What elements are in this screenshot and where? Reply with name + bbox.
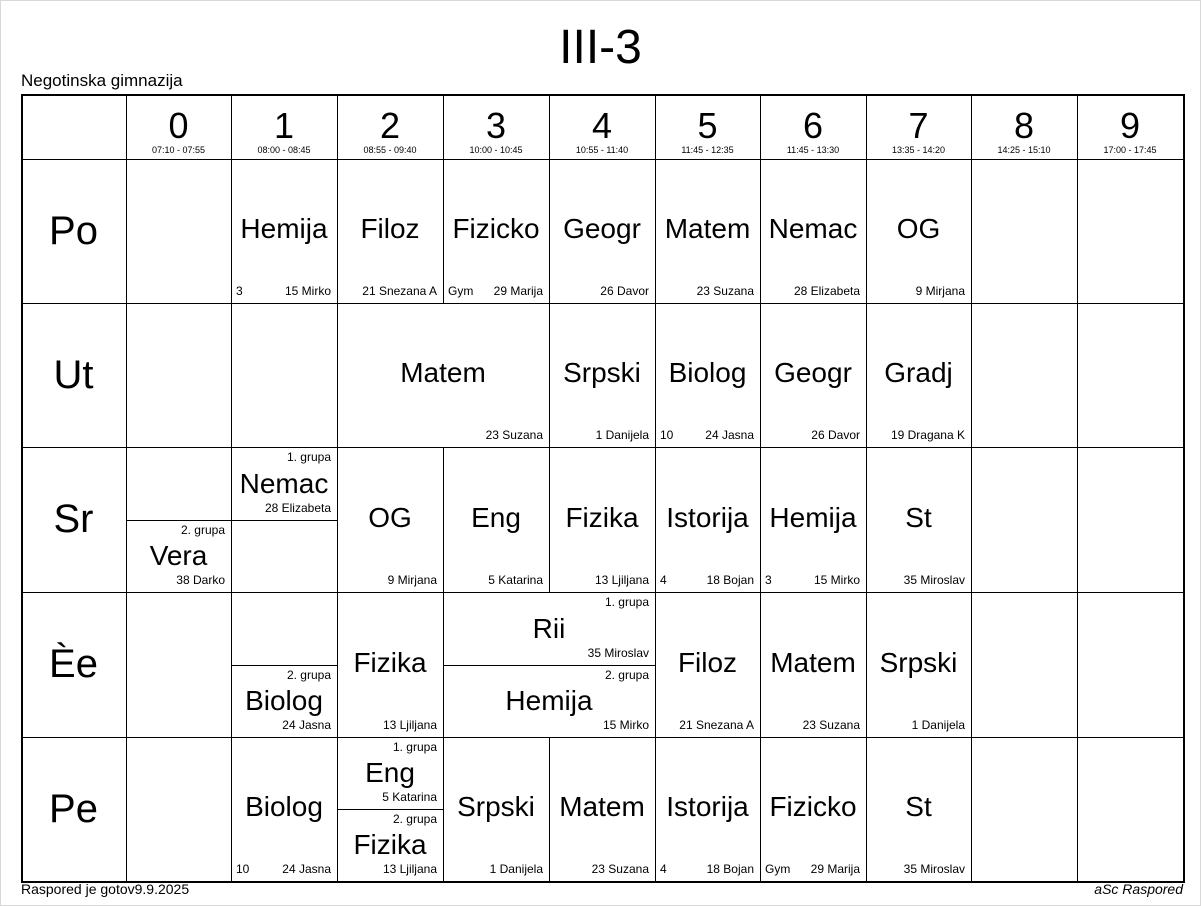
period-header-9 [1077,94,1183,159]
grid-divider-period [971,303,972,447]
lesson-subject: Filoz [677,646,738,678]
period-header-3 [443,94,549,159]
lesson-cell [866,737,971,881]
lesson-subject: Filoz [360,213,420,244]
lesson-room: 4 [660,573,667,587]
lesson-cell [655,592,760,737]
period-time: 10:55 - 11:40 [575,145,629,155]
lesson-subject: Matem [770,646,856,678]
lesson-teacher: 18 Bojan [706,862,754,876]
lesson-cell [231,159,337,303]
lesson-subject: Biolog [245,685,323,716]
lesson-subject: Hemija [240,213,328,244]
lesson-teacher: 35 Miroslav [587,646,649,660]
lesson-teacher: 23 Suzana [485,428,543,442]
lesson-group: 2. grupa [180,523,225,537]
lesson-cell [760,737,866,881]
lesson-teacher: 26 Davor [811,428,860,442]
lesson-subject: Srpski [457,791,535,822]
period-time: 07:10 - 07:55 [151,145,206,155]
lesson-subject: Nemac [768,213,858,244]
lesson-group: 1. grupa [604,595,649,609]
lesson-teacher: 21 Snezana A [362,284,437,298]
day-label: Sr [53,497,94,541]
period-header-2 [337,94,443,159]
lesson-teacher: 28 Elizabeta [264,501,331,515]
lesson-cell [337,303,549,447]
lesson-teacher: 19 Dragana K [890,428,965,442]
grid-border-bottom [21,881,1185,883]
period-number: 1 [273,105,295,146]
period-header-4 [549,94,655,159]
lesson-subject: Eng [365,757,415,788]
lesson-group: 2. grupa [604,668,649,682]
lesson-subject: Geogr [774,357,852,388]
lesson-cell [655,303,760,447]
period-number: 6 [802,105,824,146]
lesson-subject: Vera [149,540,208,571]
lesson-teacher: 15 Mirko [284,284,331,298]
lesson-subject: St [905,501,932,533]
lesson-room: 3 [236,284,243,298]
lesson-subject: Biolog [668,357,747,388]
lesson-cell [337,809,443,881]
lesson-cell [760,159,866,303]
grid-divider-period [1077,159,1078,303]
grid-divider-period [1077,592,1078,737]
day-label: Pe [49,786,98,831]
grid-divider-period [1077,303,1078,447]
lesson-room: 10 [660,428,674,442]
group-divider [231,520,337,521]
period-number: 5 [697,105,718,146]
lesson-teacher: 38 Darko [176,573,225,587]
lesson-cell [337,592,443,737]
lesson-teacher: 13 Ljiljana [382,862,437,876]
lesson-subject: Istorija [666,791,749,822]
lesson-subject: Geogr [563,213,641,244]
lesson-subject: OG [896,213,941,244]
lesson-cell [760,447,866,592]
grid-divider-period [1077,447,1078,592]
group-divider [126,520,231,521]
grid-border-right [1183,94,1185,883]
lesson-teacher: 26 Davor [600,284,649,298]
lesson-subject: Srpski [879,646,958,678]
period-header-0 [126,94,231,159]
grid-divider-period [971,592,972,737]
lesson-teacher: 15 Mirko [813,573,860,587]
lesson-teacher: 35 Miroslav [903,573,965,587]
lesson-cell [655,737,760,881]
period-time: 11:45 - 12:35 [681,145,734,155]
lesson-teacher: 28 Elizabeta [793,284,860,298]
lesson-subject: Srpski [563,357,641,388]
lesson-cell [443,159,549,303]
lesson-cell [443,447,549,592]
grid-divider-period [971,447,972,592]
lesson-subject: St [905,791,932,822]
grid-divider-period [971,159,972,303]
lesson-cell [760,303,866,447]
lesson-teacher: 23 Suzana [696,284,754,298]
lesson-teacher: 23 Suzana [802,718,860,732]
period-number: 9 [1119,105,1141,146]
lesson-teacher: 35 Miroslav [903,862,965,876]
period-time: 13:35 - 14:20 [891,145,946,155]
lesson-teacher: 1 Danijela [911,718,965,732]
lesson-cell [549,159,655,303]
lesson-subject: Fizika [353,646,427,678]
lesson-subject: Istorija [666,501,749,533]
footer-generated-date: Raspored je gotov9.9.2025 [21,881,190,897]
lesson-cell [655,447,760,592]
period-time: 10:00 - 10:45 [469,145,523,155]
group-divider [337,809,443,810]
grid-divider-period [971,737,972,881]
period-header-7 [866,94,971,159]
day-label: Po [49,208,98,253]
period-time: 08:55 - 09:40 [363,145,417,155]
period-number: 4 [591,105,613,146]
lesson-cell [866,592,971,737]
school-name: Negotinska gimnazija [21,71,183,90]
lesson-room: Gym [765,862,791,876]
lesson-subject: Matem [559,791,645,822]
period-time: 08:00 - 08:45 [257,145,311,155]
lesson-subject: Fizicko [769,791,857,822]
lesson-group: 2. grupa [392,812,437,826]
lesson-room: Gym [448,284,474,298]
footer-software: aSc Raspored [1094,881,1183,897]
period-number: 2 [379,105,401,146]
lesson-cell [866,447,971,592]
lesson-cell [866,159,971,303]
lesson-teacher: 13 Ljiljana [594,573,649,587]
lesson-teacher: 18 Bojan [706,573,754,587]
class-title: III-3 [559,21,642,74]
grid-divider-day-column [126,94,127,881]
lesson-cell [337,447,443,592]
lesson-cell [549,303,655,447]
period-time: 17:00 - 17:45 [1103,145,1157,155]
lesson-subject: Fizicko [452,213,540,244]
lesson-subject: Biolog [245,791,323,822]
lesson-cell [866,303,971,447]
grid-divider-period [1077,737,1078,881]
period-header-6 [760,94,866,159]
period-header-8 [971,94,1077,159]
period-time: 14:25 - 15:10 [997,145,1051,155]
lesson-teacher: 1 Danijela [489,862,543,876]
lesson-teacher: 24 Jasna [282,718,331,732]
period-number: 0 [168,105,189,146]
lesson-room: 4 [660,862,667,876]
lesson-cell [126,520,231,592]
lesson-teacher: 9 Mirjana [915,284,965,298]
lesson-subject: Hemija [769,501,857,533]
period-number: 3 [485,105,507,146]
lesson-cell [549,447,655,592]
lesson-teacher: 13 Ljiljana [382,718,437,732]
lesson-teacher: 29 Marija [493,284,543,298]
group-divider [231,665,337,666]
lesson-subject: Matem [664,213,751,244]
lesson-cell [443,737,549,881]
lesson-cell [760,592,866,737]
lesson-cell [231,665,337,737]
lesson-group: 1. grupa [392,740,437,754]
lesson-subject: OG [368,501,412,533]
lesson-group: 2. grupa [286,668,331,682]
lesson-subject: Hemija [505,685,593,716]
lesson-teacher: 21 Snezana A [679,718,754,732]
lesson-cell [549,737,655,881]
lesson-subject: Gradj [884,357,953,388]
lesson-teacher: 9 Mirjana [387,573,437,587]
lesson-cell [443,665,655,737]
lesson-cell [231,447,337,520]
period-time: 11:45 - 13:30 [786,145,840,155]
group-divider [443,665,655,666]
lesson-subject: Fizika [565,501,639,533]
lesson-room: 3 [765,573,772,587]
lesson-cell [337,737,443,809]
period-number: 7 [908,105,929,146]
lesson-cell [443,592,655,665]
lesson-subject: Matem [400,357,486,388]
lesson-teacher: 24 Jasna [282,862,331,876]
day-label: Èe [49,642,98,686]
period-header-1 [231,94,337,159]
day-label: Ut [53,352,94,397]
lesson-group: 1. grupa [286,450,331,464]
lesson-cell [337,159,443,303]
lesson-subject: Eng [471,501,521,533]
lesson-teacher: 23 Suzana [591,862,649,876]
lesson-subject: Rii [532,612,566,644]
lesson-cell [231,737,337,881]
lesson-teacher: 15 Mirko [602,718,649,732]
lesson-teacher: 24 Jasna [705,428,754,442]
grid-divider-period [231,303,232,447]
lesson-subject: Fizika [353,829,427,860]
lesson-cell [655,159,760,303]
lesson-teacher: 1 Danijela [595,428,649,442]
period-header-5 [655,94,760,159]
lesson-subject: Nemac [239,467,329,499]
lesson-teacher: 29 Marija [810,862,860,876]
lesson-teacher: 5 Katarina [382,790,437,804]
period-number: 8 [1013,105,1035,146]
lesson-teacher: 5 Katarina [488,573,543,587]
lesson-room: 10 [236,862,250,876]
